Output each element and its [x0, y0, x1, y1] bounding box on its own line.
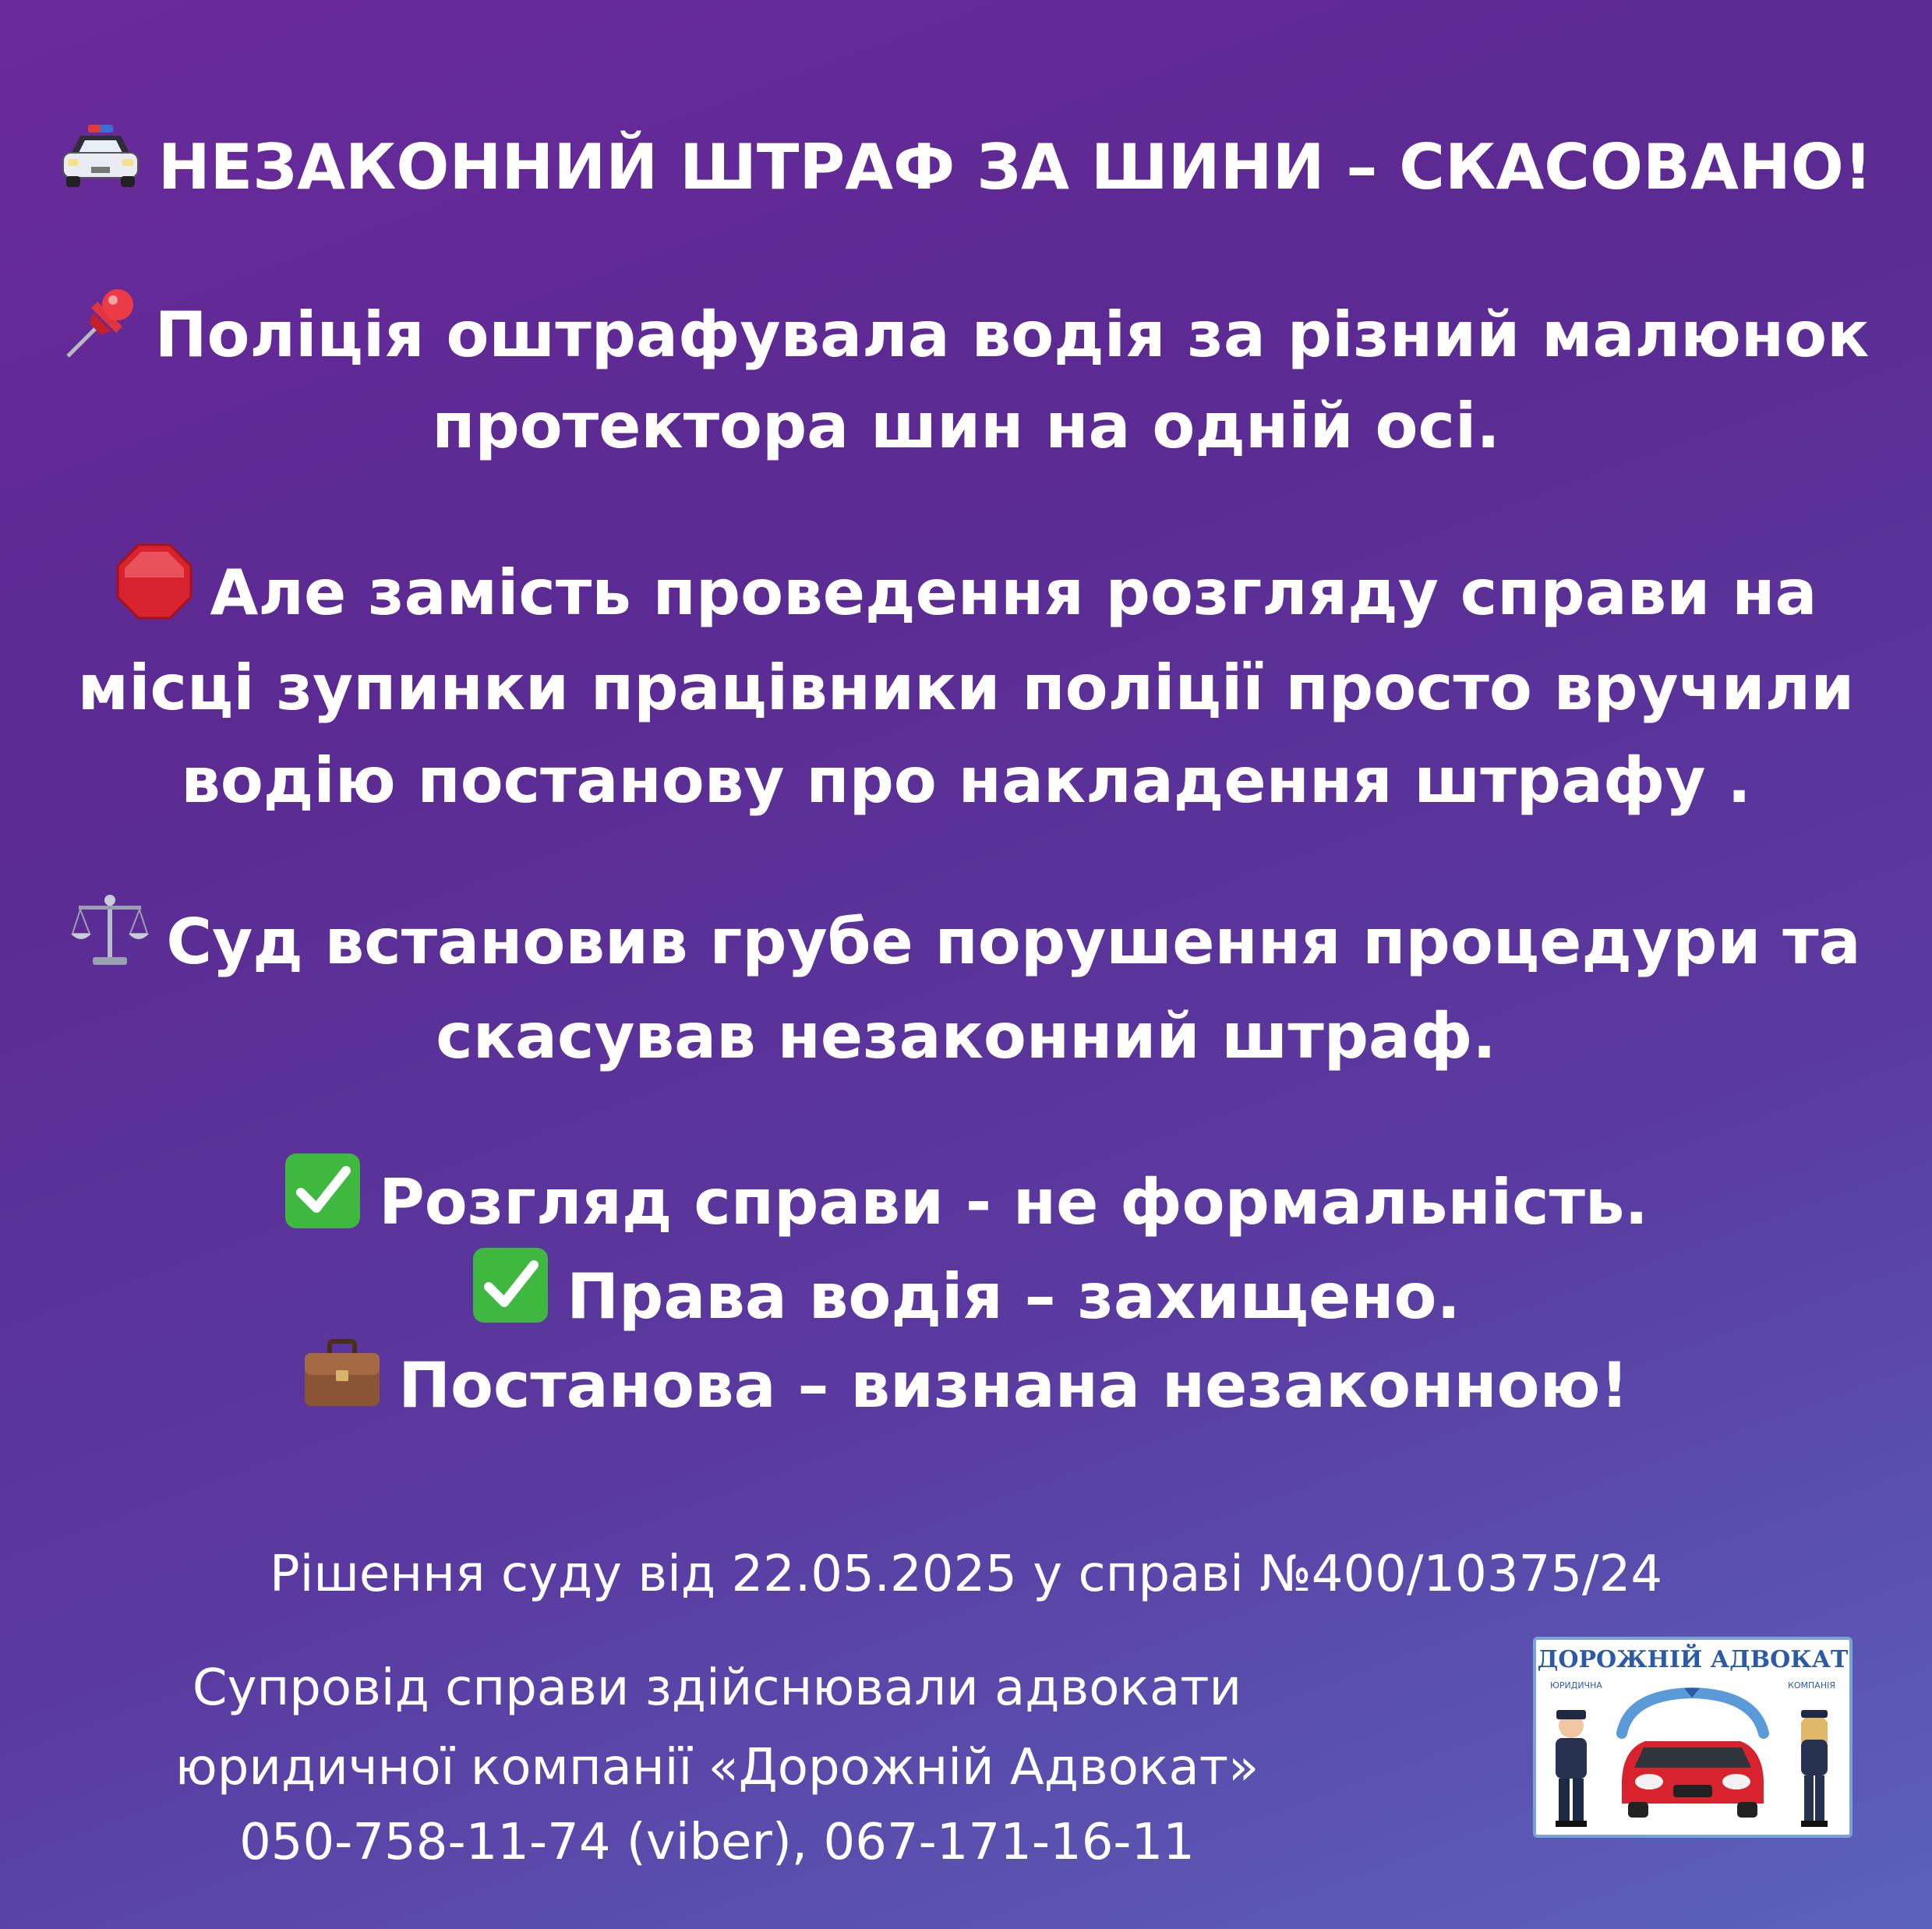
summary-line2 [0, 1251, 1932, 1351]
stop-sign-icon [115, 542, 193, 642]
contact-line1: Супровід справи здійснювали адвокати [192, 1659, 1242, 1717]
summary-text2: Права водія – захищено. [567, 1260, 1460, 1333]
paragraph2-line2 [0, 645, 1932, 731]
paragraph3-line2 [0, 994, 1932, 1079]
page-title: НЕЗАКОННИЙ ШТРАФ ЗА ШИНИ – СКАСОВАНО! [157, 131, 1873, 203]
check-mark-icon [472, 1246, 549, 1346]
logo-left-caption: ЮРИДИЧНА [1550, 1680, 1602, 1691]
company-logo [1533, 1637, 1853, 1838]
paragraph2-text2: місці зупинки працівники поліції просто вручили [77, 652, 1855, 724]
paragraph1-text1: Поліція оштрафувала водія за різний малюнок [154, 298, 1870, 371]
paragraph2-text1: Але замість проведення розгляду справи на [210, 556, 1817, 629]
paragraph2-line3 [0, 738, 1932, 824]
contact-phones[interactable]: 050-758-11-74 (viber), 067-171-16-11 [239, 1814, 1195, 1871]
pushpin-icon [63, 286, 138, 383]
court-decision: Рішення суду від 22.05.2025 у справі №400/10375/24 [269, 1546, 1663, 1603]
contact-line2: юридичної компанії «Дорожній Адвокат» [175, 1739, 1259, 1797]
paragraph2-text3: водію постанову про накладення штрафу . [181, 744, 1751, 817]
paragraph1-line1 [0, 291, 1932, 387]
logo-illustration [1536, 1687, 1849, 1835]
briefcase-icon [303, 1339, 381, 1431]
paragraph1-line2 [0, 383, 1932, 469]
summary-line1 [0, 1157, 1932, 1256]
paragraph2-line1 [0, 547, 1932, 647]
title-line [0, 125, 1932, 215]
police-car-icon [60, 123, 141, 210]
check-mark-icon [284, 1152, 362, 1252]
paragraph1-text2: протектора шин на одній осі. [432, 390, 1500, 462]
logo-right-caption: КОМПАНІЯ [1788, 1680, 1835, 1691]
summary-text3: Постанова – визнана незаконною! [398, 1349, 1629, 1422]
summary-line3 [0, 1343, 1932, 1436]
paragraph3-text1: Суд встановив грубе порушення процедури та [166, 905, 1861, 978]
paragraph3-line1 [0, 898, 1932, 995]
summary-text1: Розгляд справи - не формальність. [379, 1165, 1648, 1238]
paragraph3-text2: скасував незаконний штраф. [436, 1000, 1496, 1072]
logo-title: ДОРОЖНІЙ АДВОКАТ [1537, 1646, 1849, 1673]
scales-icon [71, 893, 149, 990]
